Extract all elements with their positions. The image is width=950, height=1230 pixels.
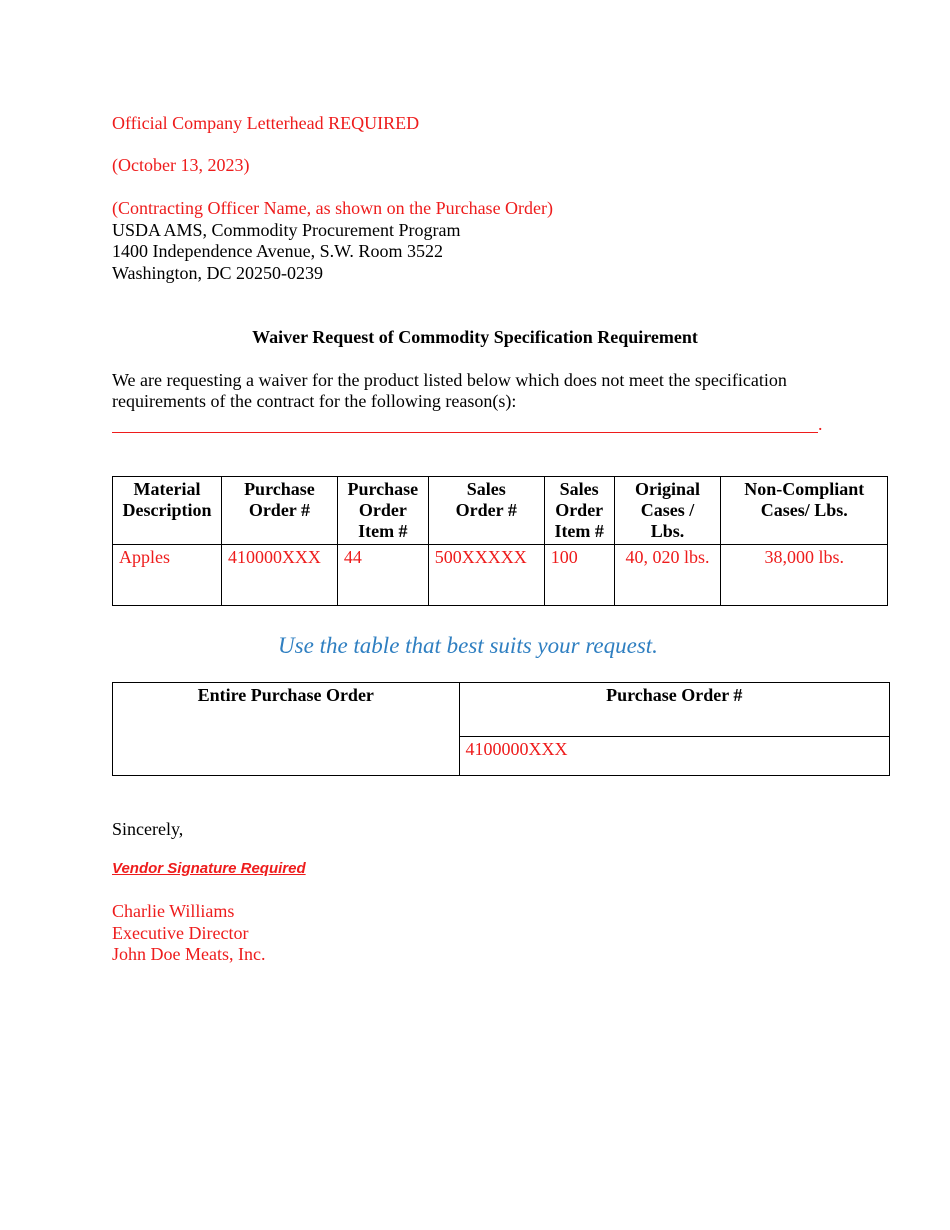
header-original-cases: Original Cases / Lbs. [614,477,721,545]
signer-company: John Doe Meats, Inc. [112,944,266,964]
reason-period: . [818,414,823,434]
header-so-item: Sales Order Item # [544,477,614,545]
signer-title: Executive Director [112,922,249,943]
header-po-number: Purchase Order # [459,683,889,737]
cell-sales-order: 500XXXXX [428,545,544,606]
cell-so-item: 100 [544,545,614,606]
cell-purchase-order: 410000XXX [221,545,337,606]
cell-po-item: 44 [337,545,428,606]
table-row [113,545,888,606]
salutation: Sincerely, [112,819,184,839]
header-po-item: Purchase Order Item # [337,477,428,545]
signer-name: Charlie Williams [112,901,235,921]
purchase-order-table [112,682,890,776]
recipient-organization: USDA AMS, Commodity Procurement Program [112,219,461,240]
product-table [112,476,888,606]
cell-material: Apples [113,545,222,606]
signature-required-note: Vendor Signature Required [112,860,306,877]
cell-po-number: 4100000XXX [459,736,889,775]
header-purchase-order: Purchase Order # [221,477,337,545]
letter-title: Waiver Request of Commodity Specification Requirement [252,327,698,347]
recipient-city: Washington, DC 20250-0239 [112,262,324,283]
reason-blank-line [112,432,818,433]
product-table-header-row [113,477,888,545]
header-material-description: Material Description [113,477,222,545]
body-line-2: requirements of the contract for the following reason(s): [112,391,517,411]
letter-date: (October 13, 2023) [112,155,250,175]
instruction-text: Use the table that best suits your request. [278,633,658,658]
recipient-officer-note: (Contracting Officer Name, as shown on the Purchase Order) [112,198,554,218]
cell-non-compliant: 38,000 lbs. [721,545,888,606]
header-non-compliant: Non-Compliant Cases/ Lbs. [721,477,888,545]
header-sales-order: Sales Order # [428,477,544,545]
recipient-street: 1400 Independence Avenue, S.W. Room 3522 [112,241,443,261]
body-line-1: We are requesting a waiver for the product listed below which does not meet the specification [112,370,787,390]
letterhead-note: Official Company Letterhead REQUIRED [112,113,420,133]
cell-original: 40, 020 lbs. [614,545,721,606]
header-entire-po: Entire Purchase Order [113,683,460,776]
